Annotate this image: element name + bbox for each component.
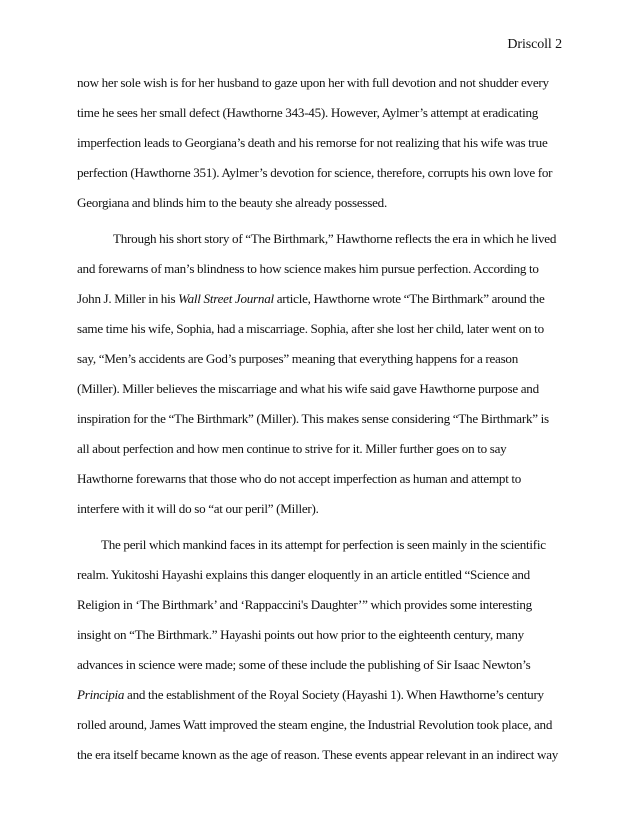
text-line: realm. Yukitoshi Hayashi explains this danger eloquently in an article entitled “Science and	[77, 567, 530, 582]
text-line: advances in science were made; some of these include the publishing of Sir Isaac Newton’s	[77, 657, 531, 672]
text-line: Religion in ‘The Birthmark’ and ‘Rappaccini's Daughter’” which provides some interesting	[77, 597, 532, 612]
text-line: inspiration for the “The Birthmark” (Miller). This makes sense considering “The Birthmark” is	[77, 411, 549, 426]
text-line	[77, 284, 564, 314]
text-line: The peril which mankind faces in its attempt for perfection is seen mainly in the scientific	[101, 537, 546, 552]
page-header: Driscoll 2	[507, 37, 562, 52]
text-line: now her sole wish is for her husband to gaze upon her with full devotion and not shudder every	[77, 75, 549, 90]
text-line: perfection (Hawthorne 351). Aylmer’s devotion for science, therefore, corrupts his own love for	[77, 165, 553, 180]
essay-body	[77, 68, 564, 770]
text-line: Georgiana and blinds him to the beauty she already possessed.	[77, 195, 387, 210]
paragraph-1	[77, 68, 564, 218]
paragraph-2	[77, 224, 564, 524]
text-run: article, Hawthorne wrote “The Birthmark” around the	[273, 291, 545, 306]
publication-title: Wall Street Journal	[178, 291, 274, 306]
text-line: imperfection leads to Georgiana’s death and his remorse for not realizing that his wife was true	[77, 135, 548, 150]
text-line: (Miller). Miller believes the miscarriage and what his wife said gave Hawthorne purpose and	[77, 381, 539, 396]
text-line: insight on “The Birthmark.” Hayashi points out how prior to the eighteenth century, many	[77, 627, 524, 642]
text-line: time he sees her small defect (Hawthorne 343-45). However, Aylmer’s attempt at eradicating	[77, 105, 539, 120]
text-line: say, “Men’s accidents are God’s purposes” meaning that everything happens for a reason	[77, 351, 519, 366]
book-title: Principia	[77, 687, 125, 702]
text-line: Through his short story of “The Birthmark,” Hawthorne reflects the era in which he lived	[113, 231, 557, 246]
text-line	[77, 680, 564, 710]
text-line: all about perfection and how men continue to strive for it. Miller further goes on to say	[77, 441, 507, 456]
text-line: rolled around, James Watt improved the steam engine, the Industrial Revolution took place, and	[77, 717, 553, 732]
text-line: and forewarns of man’s blindness to how science makes him pursue perfection. According to	[77, 261, 539, 276]
paragraph-3	[77, 530, 564, 770]
text-line: same time his wife, Sophia, had a miscarriage. Sophia, after she lost her child, later went on to	[77, 321, 544, 336]
text-line: Hawthorne forewarns that those who do not accept imperfection as human and attempt to	[77, 471, 522, 486]
text-run: John J. Miller in his	[77, 291, 179, 306]
text-run: and the establishment of the Royal Society (Hayashi 1). When Hawthorne’s century	[124, 687, 544, 702]
text-line: interfere with it will do so “at our peril” (Miller).	[77, 501, 319, 516]
text-line: the era itself became known as the age of reason. These events appear relevant in an indirect way	[77, 747, 559, 762]
